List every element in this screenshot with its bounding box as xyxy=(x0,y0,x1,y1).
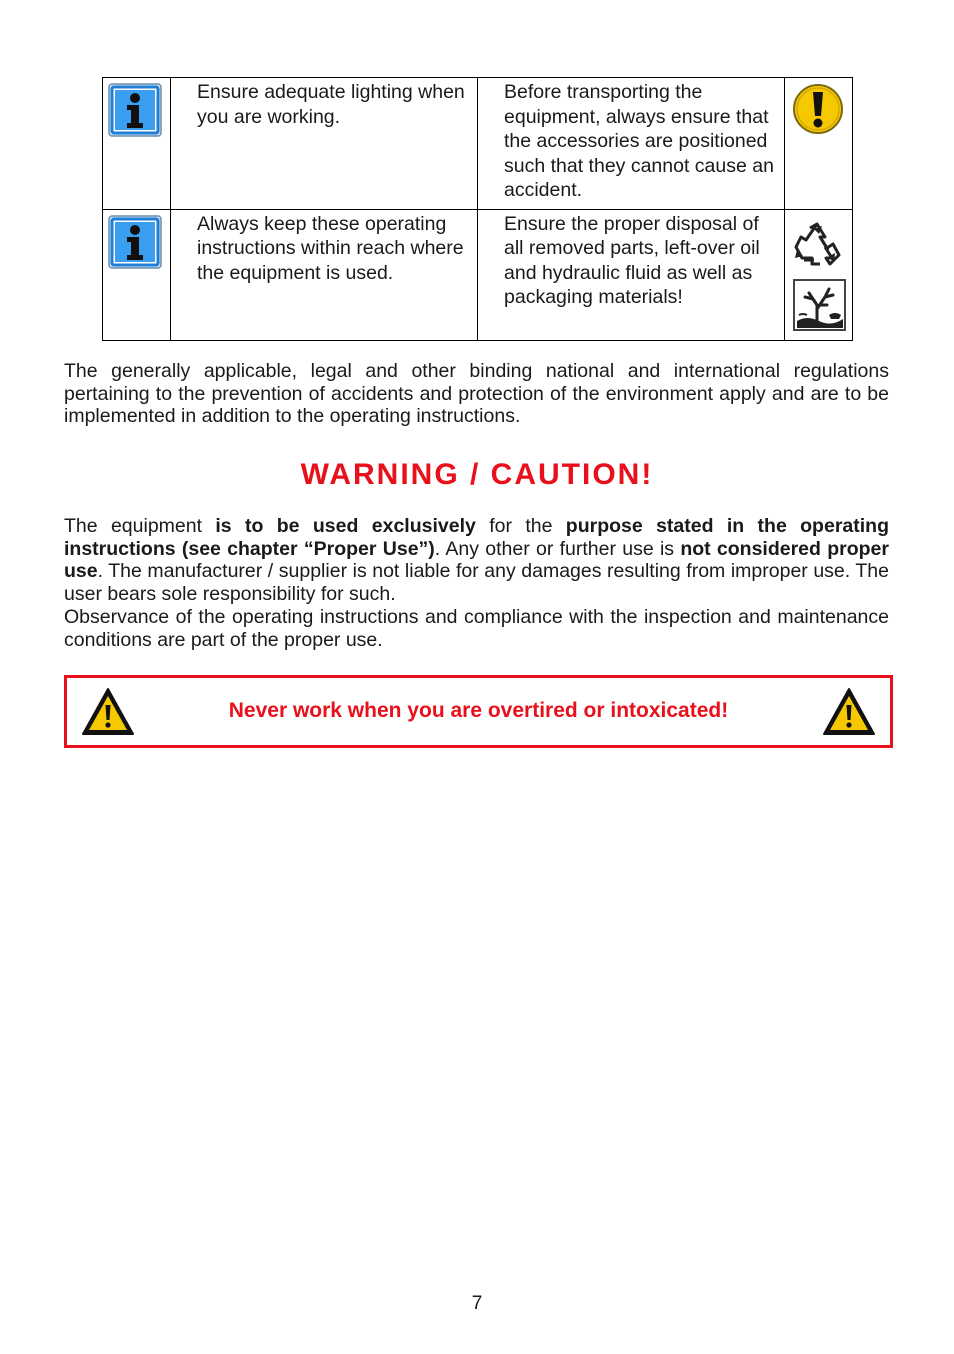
bold-text-run: purpose stated in the operating instructions (see chapter “Proper Use”) xyxy=(64,515,889,560)
info-icon xyxy=(108,215,162,269)
instruction-text: Ensure adequate lighting when you are working. xyxy=(197,81,465,128)
text-run: . The manufacturer / supplier is not liable for any damages resulting from improper use. The user bears sole responsibility for such. xyxy=(64,560,889,605)
warning-text: Never work when you are overtired or intoxicated! xyxy=(228,699,729,722)
recycle-icon xyxy=(792,220,842,270)
instruction-text: Always keep these operating instructions within reach where the equipment is used. xyxy=(197,212,464,284)
proper-use-paragraph xyxy=(64,515,889,605)
warning-box xyxy=(64,675,893,748)
info-icon-cell xyxy=(103,78,171,210)
instruction-cell xyxy=(171,78,478,210)
exclamation-icon-cell xyxy=(785,78,853,210)
instruction-cell xyxy=(171,209,478,341)
intro-paragraph: The generally applicable, legal and other binding national and international regulations pertaining to the prevention of accidents and protection of the environment apply and are to be implemented in addition to the operating instructions. xyxy=(64,360,889,428)
instruction-text: Before transporting the equipment, always ensure that the accessories are positioned such that they cannot cause an accident. xyxy=(504,81,774,202)
bold-text-run: not considered proper use xyxy=(64,537,889,583)
table-row xyxy=(103,78,853,210)
bold-text-run: is to be used exclusively xyxy=(215,515,476,537)
observance-paragraph: Observance of the operating instructions and compliance with the inspection and maintenance conditions are part of the proper use. xyxy=(64,606,889,651)
info-icon-cell xyxy=(103,209,171,341)
environment-hazard-icon xyxy=(793,279,846,331)
warning-heading: WARNING / CAUTION! xyxy=(300,458,654,491)
text-run: . Any other or further use is xyxy=(434,537,681,560)
warning-triangle-icon xyxy=(822,687,876,737)
text-run: The equipment xyxy=(64,515,216,537)
exclamation-icon xyxy=(792,83,844,135)
instruction-text: Ensure the proper disposal of all removed parts, left-over oil and hydraulic fluid as well as packaging materials! xyxy=(504,212,760,309)
safety-instructions-table xyxy=(102,77,853,341)
text-run: for the xyxy=(475,515,566,537)
page-number: 7 xyxy=(471,1293,483,1314)
disposal-icons-cell xyxy=(785,209,853,341)
instruction-cell xyxy=(478,78,785,210)
info-icon xyxy=(108,83,162,137)
instruction-cell xyxy=(478,209,785,341)
table-row xyxy=(103,209,853,341)
